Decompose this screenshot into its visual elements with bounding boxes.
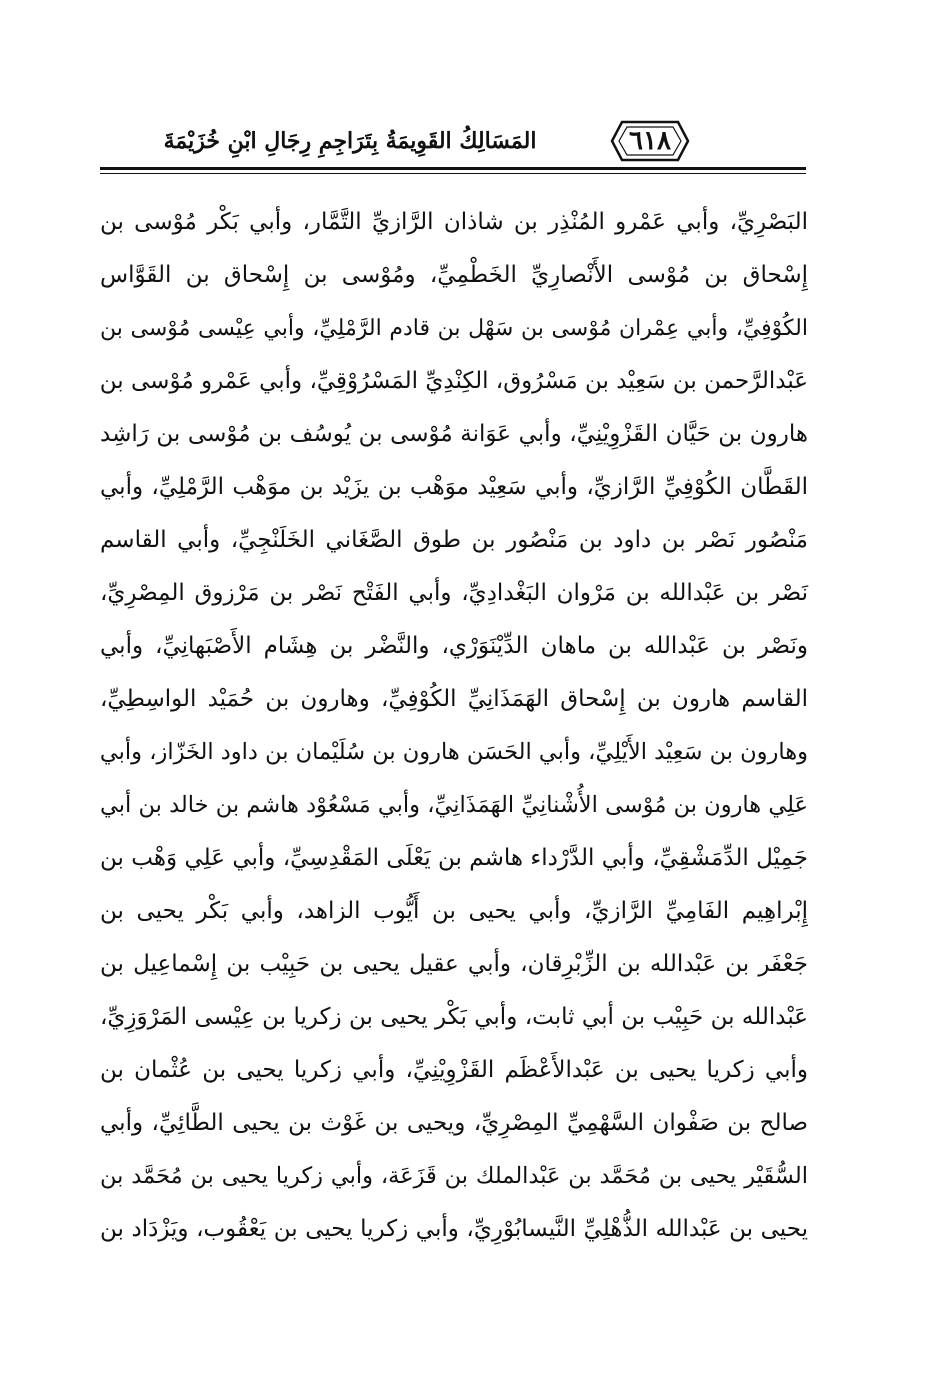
text-line: جَمِيْل الدِّمَشْقِيِّ، وأبي الدَّرْداء هاشم بن يَعْلَى المَقْدِسِيِّ، وأبي عَلِي وَهْب بن xyxy=(100,845,808,871)
text-line: وهارون بن سَعِيْد الأَيْلِيِّ، وأبي الحَسَن هارون بن سُلَيْمان بن داود الخَزّاز، وأبي xyxy=(99,739,808,765)
body-text xyxy=(100,196,808,1256)
page-number: ٦١٨ xyxy=(629,126,671,156)
text-line: عَبْدالرَّحمن بن سَعِيْد بن مَسْرُوق، الكِنْدِيِّ المَسْرُوْقِيِّ، وأبي عَمْرو مُوْسى بن xyxy=(99,368,808,394)
text-line: ونَصْر بن عَبْدالله بن ماهان الدِّيْنَوَرْي، والنَّضْر بن هِشَام الأَصْبَهانِيِّ، وأبي xyxy=(100,633,808,659)
text-line: وأبي زكريا يحيى بن عَبْدالأَعْظَم القَزْوِيْنِيِّ، وأبي زكريا يحيى بن عُثْمان بن xyxy=(100,1057,808,1083)
text-line: القَطَّان الكُوْفِيِّ الرَّازيِّ، وأبي سَعِيْد موَهْب بن يزَيْد بن موَهْب الرَّمْلِيِّ، وأبي xyxy=(100,474,808,500)
text-line: إِبْراهِيم الفَامِيِّ الرَّازيِّ، وأبي يحيى بن أَيُّوب الزاهد، وأبي بَكْر يحيى بن xyxy=(100,898,808,924)
text-line: عَلِي هارون بن مُوْسى الأُشْنانِيِّ الهَمَذَانِيِّ، وأبي مَسْعُوْد هاشم بن خالد بن أبي xyxy=(100,792,808,818)
text-line: عَبْدالله بن حَبِيْب بن أبي ثابت، وأبي بَكْر يحيى بن زكريا بن عِيْسى المَرْوَزِيِّ، xyxy=(100,1004,808,1030)
text-line: إِسْحاق بن مُوْسى الأَنْصارِيِّ الخَطْمِيِّ، ومُوْسى بن إِسْحاق بن القَوَّاس xyxy=(100,262,808,288)
page-number-badge xyxy=(608,118,692,164)
text-line: القاسم هارون بن إِسْحاق الهَمَذَانِيِّ الكُوْفِيِّ، وهارون بن حُمَيْد الواسِطِيِّ، xyxy=(100,686,808,712)
text-line: البَصْرِيِّ، وأبي عَمْرو المُنْذِر بن شاذان الرَّازيِّ التَّمَّار، وأبي بَكْر مُوْسى بن xyxy=(100,209,808,235)
text-line: مَنْصُور نَصْر بن داود بن مَنْصُور بن طوق الصَّغَاني الخَلَنْجِيِّ، وأبي القاسم xyxy=(100,527,808,553)
page-header xyxy=(100,118,806,174)
text-line: نَصْر بن عَبْدالله بن مَرْوان البَغْدادِيِّ، وأبي الفَتْح نَصْر بن مَرْزوق المِصْرِيِّ، xyxy=(100,580,808,606)
text-line: صالح بن صَفْوان السَّهْمِيِّ المِصْرِيِّ، ويحيى بن غَوْث بن يحيى الطَّائِيِّ، وأبي xyxy=(100,1110,808,1136)
text-line: السُّقَيْر يحيى بن مُحَمَّد بن عَبْدالملك بن قَزَعَة، وأبي زكريا يحيى بن مُحَمَّد بن xyxy=(100,1163,808,1189)
text-line: الكُوْفِيِّ، وأبي عِمْران مُوْسى بن سَهْل بن قادم الرَّمْلِيِّ، وأبي عِيْسى مُوْسى بن xyxy=(100,316,808,341)
header-divider-thin xyxy=(100,173,806,174)
text-line: هارون بن حَيَّان القَزْوِيْنِيِّ، وأبي عَوَانة مُوْسى بن يُوسُف بن مُوْسى بن رَاشِد xyxy=(100,421,808,447)
text-line: جَعْفَر بن عَبْدالله بن الزِّبْرِقان، وأبي عقيل يحيى بن حَبِيْب بن إِسْماعِيل بن xyxy=(100,951,808,977)
text-line: يحيى بن عَبْدالله الذُّهْلِيِّ النَّيسابُوْرِيِّ، وأبي زكريا يحيى بن يَعْقُوب، ويَزْدَاد بن xyxy=(100,1216,808,1242)
header-divider xyxy=(100,167,806,170)
book-title: المَسَالِكُ القَوِيمَةُ بِتَرَاجِمِ رِجَالِ ابْنِ خُزَيْمَةَ xyxy=(163,128,537,154)
